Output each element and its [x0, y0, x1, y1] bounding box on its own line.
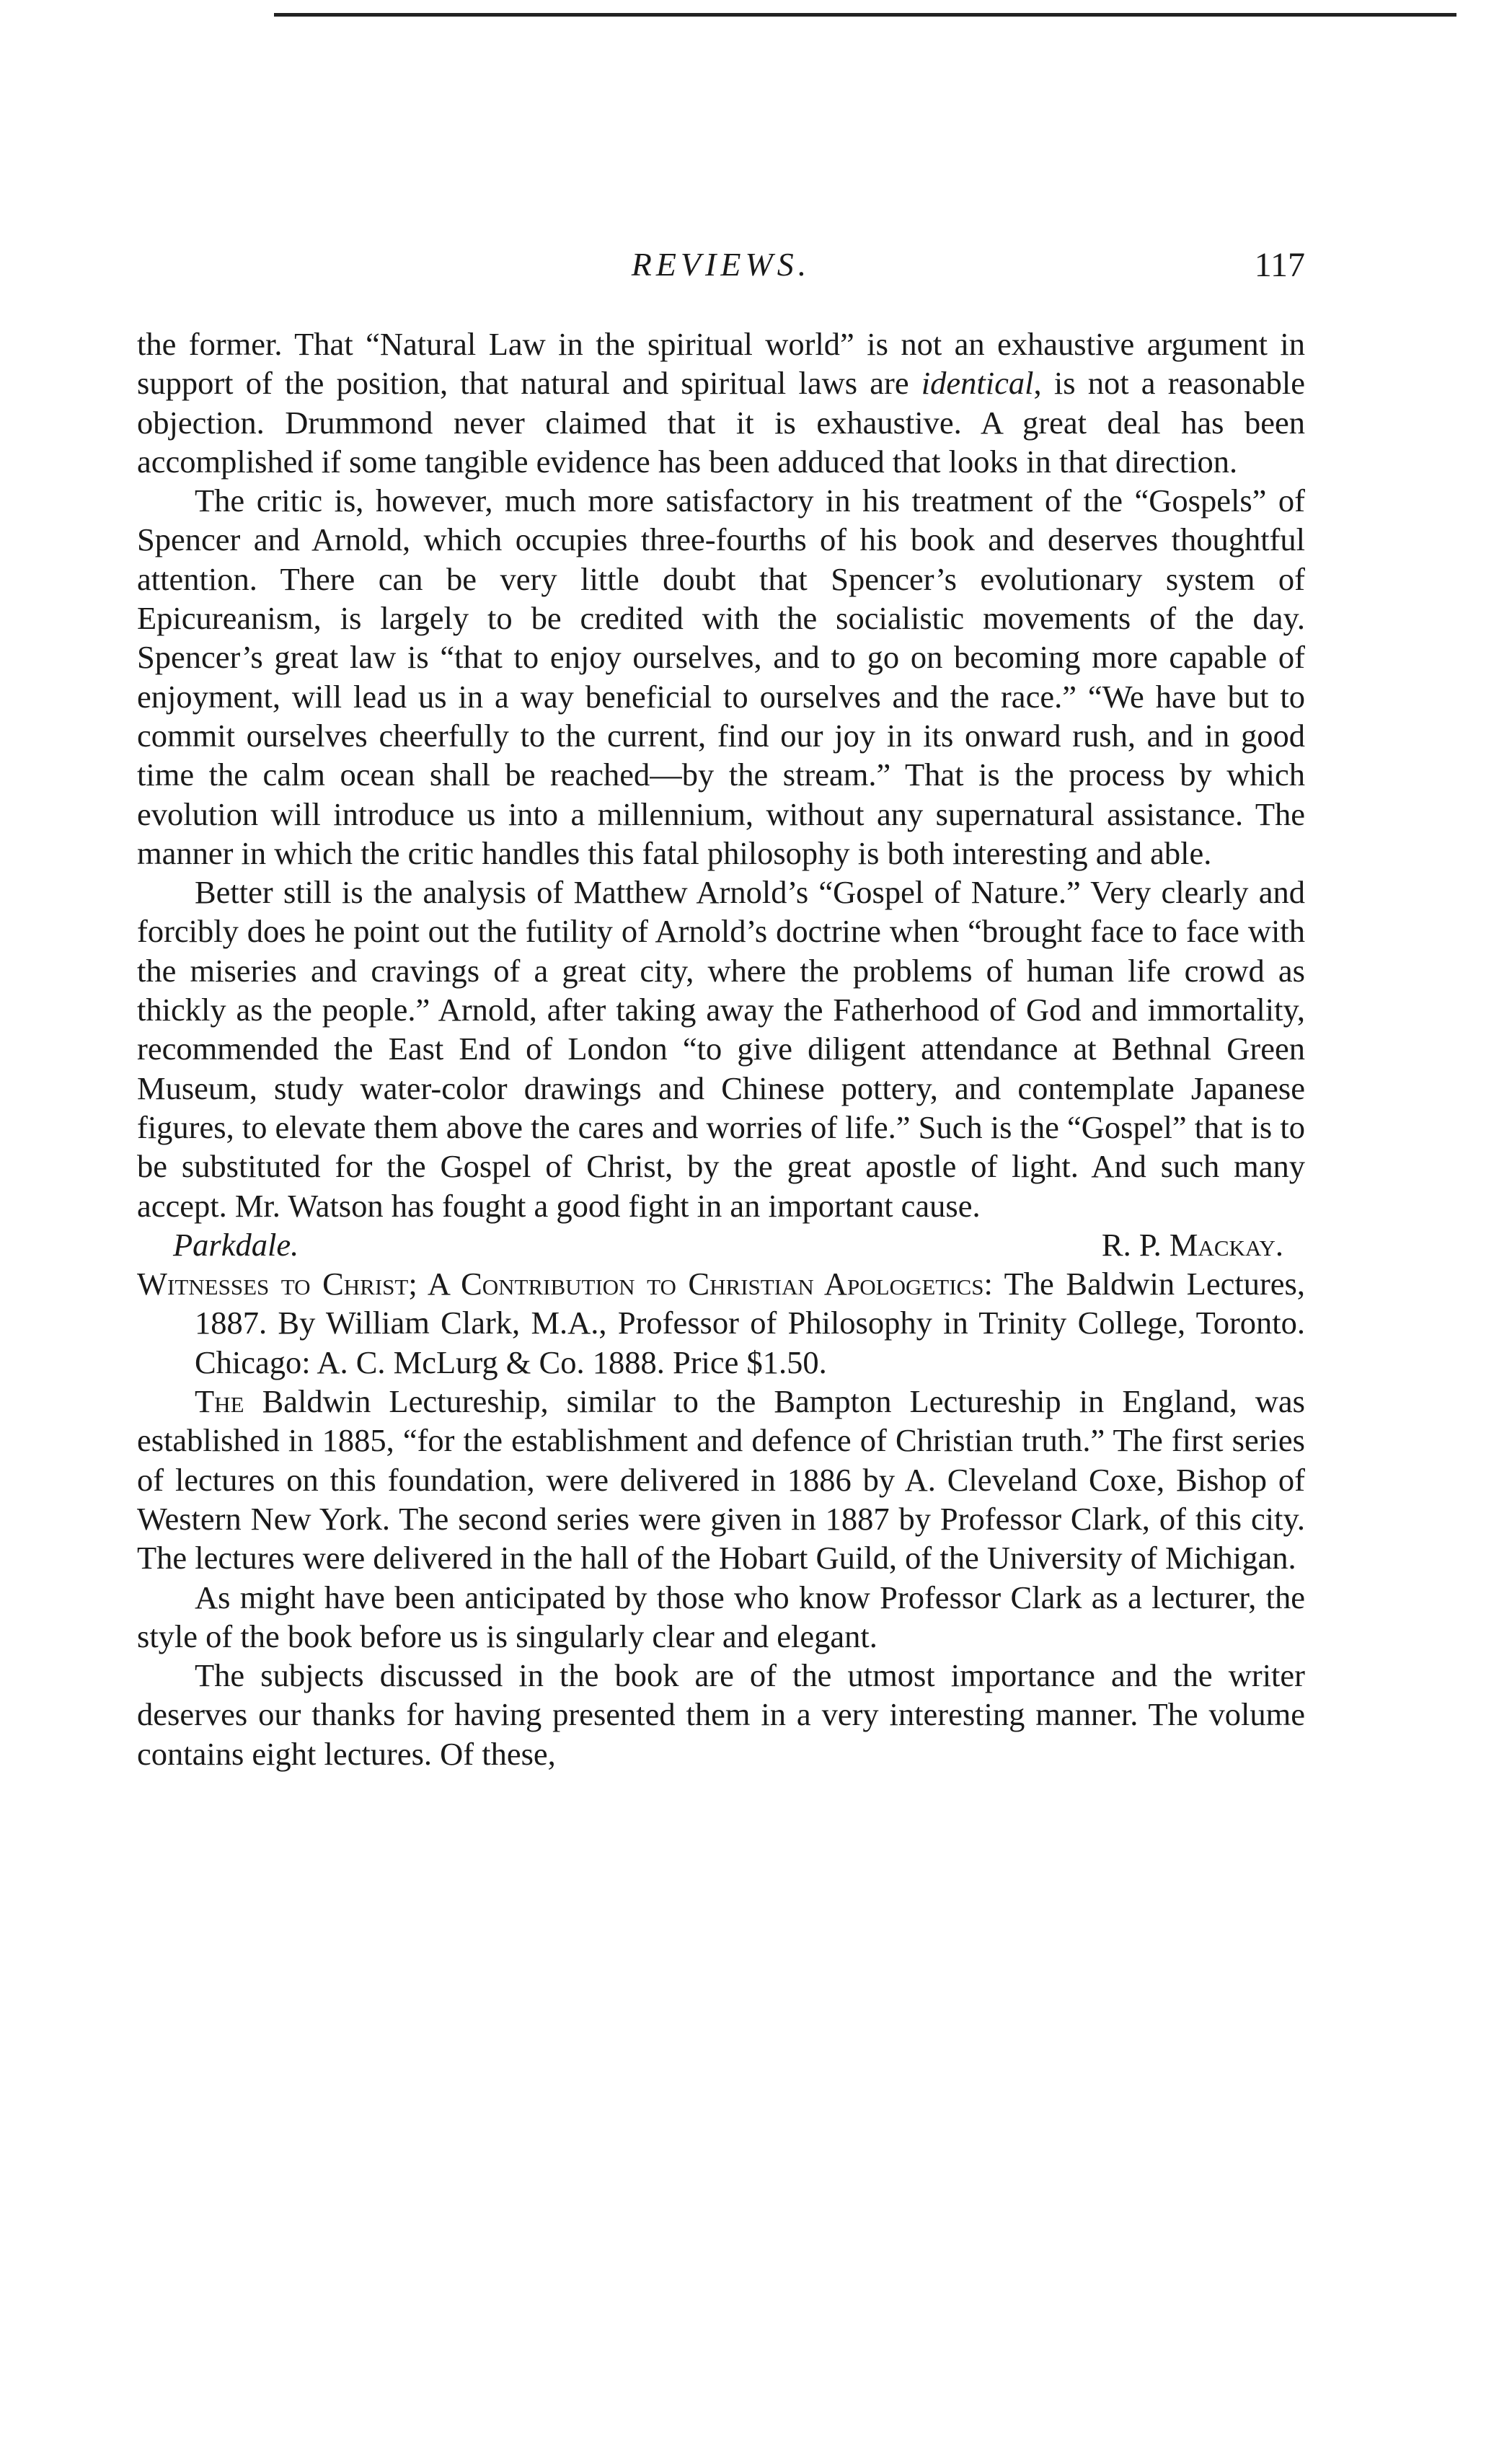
review1-paragraph-2: The critic is, however, much more satisfactory in his treatment of the “Gospels” of Spencer and Arnold, which occupies three-fourths of his book and deserves thoughtful attention. There can be very little doubt that Spencer’s evolutionary system of Epicureanism, is largely to be credited with the socialistic movements of the day. Spencer’s great law is “that to enjoy ourselves, and to go on becoming more capable of enjoyment, will lead us in a way beneficial to ourselves and the race.” “We have but to commit ourselves cheerfully to the current, find our joy in its onward rush, and in good time the calm ocean shall be reached—by the stream.” That is the process by which evolution will introduce us into a millennium, without any supernatural assistance. The manner in which the critic handles this fatal philosophy is both interesting and able.	[137, 482, 1305, 871]
review2-p1-lead: The	[195, 1383, 244, 1420]
review1-signature	[137, 1225, 1305, 1264]
top-rule	[274, 13, 1456, 17]
review2-paragraph-3: The subjects discussed in the book are of the utmost importance and the writer deserves our thanks for having presented them in a very interesting manner. The volume contains eight lectures. Of these,	[137, 1657, 1305, 1772]
review1-author: R. P. Mackay.	[1101, 1226, 1283, 1263]
review2-book-heading	[137, 1264, 1305, 1382]
review2-paragraph-1	[137, 1382, 1305, 1577]
review2-book-details: The Baldwin Lectures, 1887. By William Clark, M.A., Professor of Philosophy in Trinity College, Toronto. Chicago: A. C. McLurg & Co. 1888. Price $1.50.	[195, 1266, 1305, 1380]
review2-book-title: Witnesses to Christ; A Contribution to Christian Apologetics:	[137, 1266, 993, 1302]
running-header	[137, 245, 1305, 288]
review1-paragraph-3: Better still is the analysis of Matthew Arnold’s “Gospel of Nature.” Very clearly and forcibly does he point out the futility of Arnold’s doctrine when “brought face to face with the miseries and cravings of a great city, where the problems of human life crowd as thickly as the people.” Arnold, after taking away the Fatherhood of God and immortality, recommended the East End of London “to give diligent attendance at Bethnal Green Museum, study water-color drawings and Chinese pottery, and contemplate Japanese figures, to elevate them above the cares and worries of life.” Such is the “Gospel” that is to be substituted for the Gospel of Christ, by the great apostle of light. And such many accept. Mr. Watson has fought a good fight in an important cause.	[137, 874, 1305, 1224]
page-number: 117	[1254, 246, 1305, 284]
review2-p1-text: Baldwin Lectureship, similar to the Bampton Lectureship in England, was established in 1885, “for the establishment and defence of Christian truth.” The first series of lectures on this foundation, were delivered in 1886 by A. Cleveland Coxe, Bishop of Western New York. The second series were given in 1887 by Professor Clark, of this city. The lectures were delivered in the hall of the Hobart Guild, of the University of Michigan.	[137, 1383, 1305, 1576]
running-title: REVIEWS.	[631, 246, 811, 283]
review1-place: Parkdale.	[173, 1226, 299, 1263]
review1-p1-emphasis: identical	[921, 365, 1034, 402]
review2-paragraph-2: As might have been anticipated by those who know Professor Clark as a lecturer, the style of the book before us is singularly clear and elegant.	[137, 1579, 1305, 1654]
page-body	[137, 325, 1305, 1773]
review1-paragraph-1	[137, 325, 1305, 481]
review1-p1-text-b: , is not a reasonable objection. Drummond never claimed that it is exhaustive. A great deal has been accomplished if some tangible evidence has been adduced that looks in that direction.	[137, 365, 1305, 480]
review1-p1-text-a: the former. That “Natural Law in the spiritual world” is not an exhaustive argument in support of the position, that natural and spiritual laws are	[137, 326, 1305, 402]
